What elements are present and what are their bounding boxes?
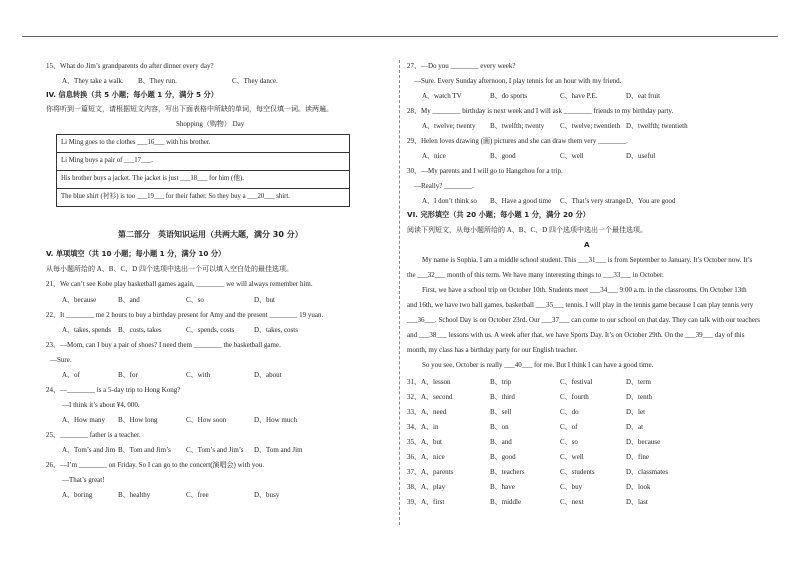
q23-d: D、about: [254, 371, 282, 379]
sec6-instr: 阅读下列短文，从每小题所给的 A、B、C、D 四个选项中选出一个最佳选项。: [407, 226, 647, 234]
q28-c: C、twelve; twentieth: [560, 122, 621, 130]
cloze-option: B、and: [490, 438, 512, 446]
q27-c: C、have P.E.: [560, 92, 598, 100]
passage-line: and ___38___ lessons with us. A week after that, we have Sports Day. It’s on October 29th. On the ___39___ day of this: [407, 331, 745, 339]
q15-text: 15、What do Jim’s grandparents do after dinner every day?: [46, 62, 214, 70]
cloze-option: B、sell: [490, 408, 512, 416]
passage-line: First, we have a school trip on October 10th. Students meet ___34___ 9:00 a.m. in the classrooms. On October 13th: [422, 286, 747, 294]
q27-b: B、do sports: [490, 92, 528, 100]
q22-c: C、spends, costs: [186, 326, 235, 334]
q27-reply: —Sure. Every Sunday afternoon, I play tennis for an hour with my friend.: [414, 77, 622, 85]
q26-b: B、healthy: [118, 491, 151, 499]
cloze-option: 32、A、second: [407, 393, 453, 401]
cloze-option: D、at: [626, 423, 644, 431]
part2-title: 第二部分 英语知识运用（共两大题，满分 30 分）: [118, 230, 303, 239]
passage-line: My name is Sophia. I am a middle school student. This ___31___ is from September to January. It’s October now. It’s: [422, 256, 753, 264]
passage-line: and 16th, we have two ball games, basketball ___35___ tennis. I will play in the tennis game because I can play tennis very: [407, 301, 754, 309]
passage-line: the ___32___ month of this term. We have many interesting things to ___33___ in October.: [407, 271, 664, 279]
cloze-option: 31、A、lesson: [407, 378, 451, 386]
q24-text: 24、—________ is a 5-day trip to Hong Kong?: [46, 386, 181, 394]
sec4-instr: 你将听到一篇短文，请根据短文内容，写出下面表格中所缺的单词，每空仅填一词。读两遍。: [46, 105, 333, 113]
q24-c: C、How soon: [186, 416, 227, 424]
cloze-option: C、of: [560, 423, 578, 431]
q21-a: A、because: [62, 296, 97, 304]
cloze-option: B、good: [490, 453, 516, 461]
header-rule: [22, 36, 778, 37]
q27-text: 27、—Do you ________ every week?: [407, 62, 516, 70]
cloze-option: D、classmates: [626, 468, 668, 476]
cloze-option: D、term: [626, 378, 651, 386]
q26-a: A、boring: [62, 491, 93, 499]
cloze-option: D、last: [626, 498, 648, 506]
q23-b: B、for: [118, 371, 138, 379]
cloze-option: 38、A、play: [407, 483, 446, 491]
cloze-option: C、well: [560, 453, 584, 461]
sec6-title: VI. 完形填空（共 20 小题；每小题 1 分，满分 20 分）: [407, 210, 590, 219]
q25-d: D、Tom and Jim: [254, 446, 303, 454]
q28-d: D、twelfth; twentieth: [626, 122, 688, 130]
q29-b: B、good: [490, 152, 516, 160]
q26-c: C、free: [186, 491, 209, 499]
q26-text: 26、—I’m ________ on Friday. So I can go to the concert(演唱会) with you.: [46, 461, 265, 469]
cloze-option: 37、A、parents: [407, 468, 454, 476]
table-row: Li Ming buys a pair of ___17___.: [57, 153, 350, 171]
cloze-option: D、tenth: [626, 393, 653, 401]
passage-line: So you see, October is really ___40___ for me. But I think I can have a good time.: [422, 361, 654, 369]
cloze-option: B、middle: [490, 498, 522, 506]
q23-text: 23、—Mom, can I buy a pair of shoes? I need them ________ the basketball game.: [46, 341, 281, 349]
q22-b: B、costs, takes: [118, 326, 162, 334]
cloze-option: 34、A、in: [407, 423, 439, 431]
q24-b: B、How long: [118, 416, 158, 424]
q21-d: D、but: [254, 296, 275, 304]
cloze-option: C、students: [560, 468, 595, 476]
cloze-option: D、fine: [626, 453, 649, 461]
passage-line: month, my class has a birthday party for our English teacher.: [407, 346, 578, 354]
q27-d: D、eat fruit: [626, 92, 661, 100]
q21-c: C、so: [186, 296, 204, 304]
q30-b: B、Have a good time: [490, 197, 552, 205]
q28-a: A、twelve; twenty: [422, 122, 476, 130]
table-row: Li Ming goes to the clothes ___16___ with his brother.: [57, 135, 350, 153]
cloze-option: C、next: [560, 498, 584, 506]
q30-reply: —Really? ________.: [414, 182, 474, 190]
cloze-option: B、have: [490, 483, 515, 491]
q26-d: D、busy: [254, 491, 280, 499]
cloze-option: D、let: [626, 408, 646, 416]
q28-text: 28、My ________ birthday is next week and I will ask ________ friends to my birthday party.: [407, 107, 674, 115]
sec5-instr: 从每小题所给的 A、B、C、D 四个选项中选出一个可以填入空白处的最佳选项。: [46, 265, 293, 273]
q21-b: B、and: [118, 296, 140, 304]
info-table: [56, 134, 350, 207]
cloze-option: B、teachers: [490, 468, 525, 476]
q29-text: 29、Helen loves drawing (画) pictures and she can draw them very ________.: [407, 137, 628, 145]
cloze-option: B、trip: [490, 378, 512, 386]
table-row: His brother buys a jacket. The jacket is just ___18___ for him (他).: [57, 171, 350, 189]
q25-b: B、Tom and Jim’s: [118, 446, 171, 454]
column-divider: [399, 60, 400, 525]
cloze-option: 35、A、but: [407, 438, 442, 446]
q23-a: A、of: [62, 371, 80, 379]
q15-c: C、They dance.: [232, 77, 278, 85]
cloze-option: B、third: [490, 393, 515, 401]
q24-reply: —I think it’s about ¥4, 000.: [62, 401, 140, 409]
q21-text: 21、We can’t see Kobe play basketball games again, ________ we will always remember him.: [46, 280, 313, 288]
q25-c: C、Tom’s and Jim’s: [186, 446, 244, 454]
q29-a: A、nice: [422, 152, 446, 160]
cloze-option: 36、A、nice: [407, 453, 445, 461]
passage-label: A: [584, 240, 590, 249]
q23-reply: —Sure.: [50, 356, 72, 364]
sec5-title: V. 单项填空（共 10 小题；每小题 1 分，满分 10 分）: [46, 249, 226, 258]
cloze-option: C、so: [560, 438, 578, 446]
q28-b: B、twelfth; twenty: [490, 122, 545, 130]
cloze-option: 33、A、need: [407, 408, 447, 416]
cloze-option: D、because: [626, 438, 661, 446]
cloze-option: D、look: [626, 483, 651, 491]
q15-b: B、They run.: [138, 77, 177, 85]
q25-a: A、Tom’s and Jim: [62, 446, 116, 454]
cloze-option: 39、A、first: [407, 498, 445, 506]
sec4-title: IV. 信息转换（共 5 小题；每小题 1 分，满分 5 分）: [46, 90, 218, 99]
cloze-option: B、on: [490, 423, 509, 431]
table-row: The blue shirt (衬衫) is too ___19___ for their father. So they buy a ___20___ shirt.: [57, 189, 350, 207]
table-title: Shopping（购物） Day: [176, 120, 245, 128]
q22-text: 22、It ________ me 2 hours to buy a birthday present for Amy and the present ________ 19 yuan.: [46, 311, 324, 319]
cloze-option: C、buy: [560, 483, 583, 491]
q24-d: D、How much: [254, 416, 297, 424]
q30-text: 30、—My parents and I will go to Hangzhou for a trip.: [407, 167, 563, 175]
q24-a: A、How many: [62, 416, 105, 424]
q22-d: D、takes, costs: [254, 326, 298, 334]
passage-line: ___36___. School Day is on October 23rd. Our ___37___ can come to our school on that day. They can talk with our teachers: [407, 316, 761, 324]
q15-a: A、They take a walk.: [62, 77, 124, 85]
cloze-option: C、fourth: [560, 393, 589, 401]
q27-a: A、watch TV: [422, 92, 462, 100]
q26-reply: —That’s great!: [62, 476, 105, 484]
q30-c: C、That’s very strange: [560, 197, 626, 205]
q29-d: D、useful: [626, 152, 656, 160]
q22-a: A、takes, spends: [62, 326, 111, 334]
cloze-option: C、do: [560, 408, 579, 416]
q30-a: A、I don’t think so: [422, 197, 477, 205]
q25-text: 25、________ father is a teacher.: [46, 431, 141, 439]
cloze-option: C、festival: [560, 378, 593, 386]
q23-c: C、with: [186, 371, 211, 379]
q30-d: D、You are good: [626, 197, 676, 205]
q29-c: C、well: [560, 152, 584, 160]
